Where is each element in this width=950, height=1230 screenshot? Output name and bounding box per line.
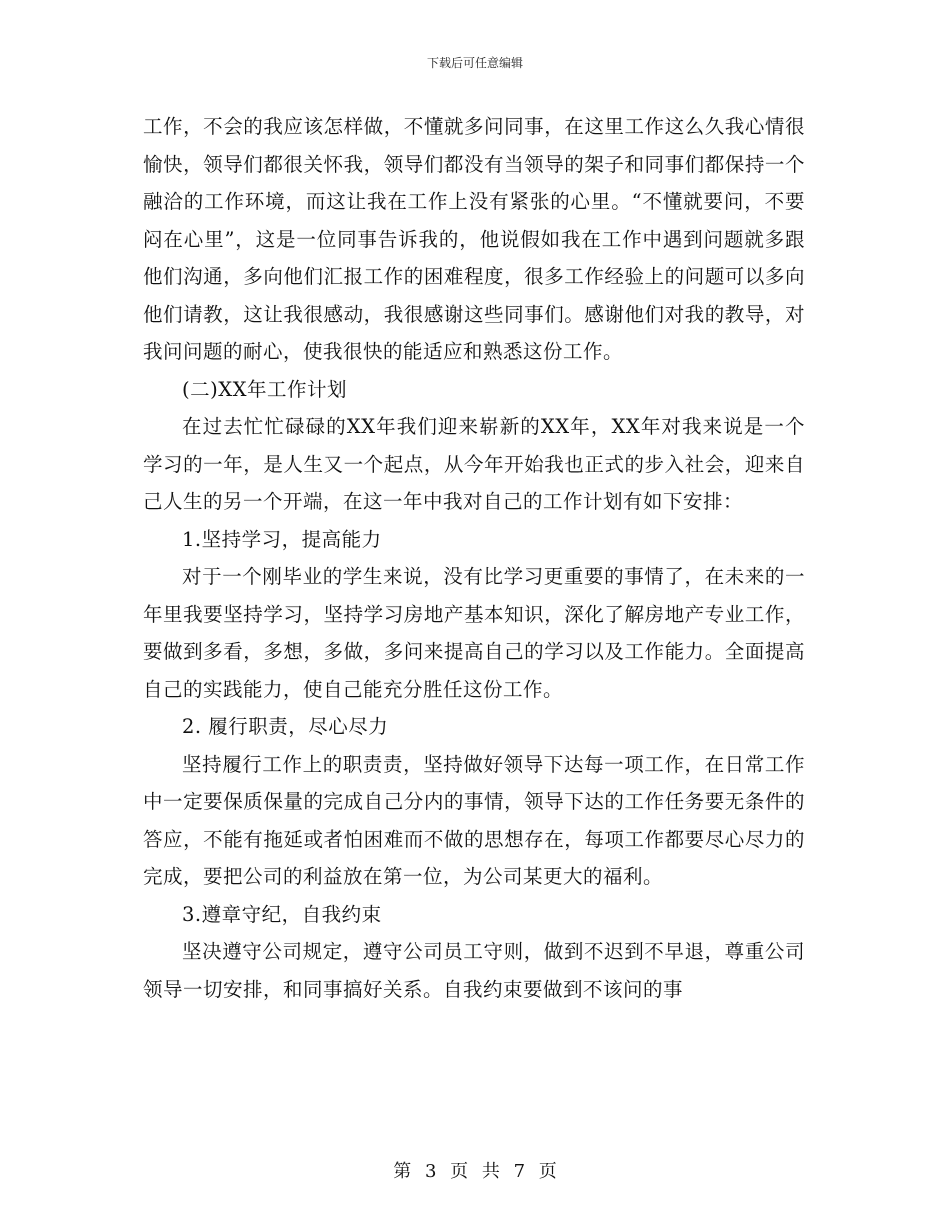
subsection-heading: 3.遵章守纪，自我约束: [182, 902, 382, 926]
footer-label-gong: 共: [481, 1161, 500, 1182]
subsection-heading: 2. 履行职责，尽心尽力: [182, 715, 389, 738]
page-number: 3: [424, 1161, 437, 1182]
footer-label-ye: 页: [450, 1161, 469, 1182]
total-pages: 7: [513, 1161, 526, 1182]
page-header: 下载后可任意编辑: [426, 56, 523, 70]
paragraph: 对于一个刚毕业的学生来说，没有比学习更重要的事情了，在未来的一年里我要坚持学习，坚持学习房地产基本知识，深化了解房地产专业工作，要做到多看，多想，多做，多问来提高自己的学习以及工作能力。全面提高自己的实践能力，使自己能充分胜任这份工作。: [143, 565, 805, 701]
footer-label-ye-2: 页: [538, 1161, 557, 1182]
paragraph: 坚持履行工作上的职责责，坚持做好领导下达每一项工作，在日常工作中一定要保质保量的完成自己分内的事情，领导下达的工作任务要无条件的答应，不能有拖延或者怕困难而不做的思想存在，每项工作都要尽心尽力的完成，要把公司的利益放在第一位，为公司某更大的福利。: [143, 752, 805, 888]
document-body: [143, 108, 805, 1008]
paragraph: 工作，不会的我应该怎样做，不懂就多问同事，在这里工作这么久我心情很愉快，领导们都很关怀我，领导们都没有当领导的架子和同事们都保持一个融洽的工作环境，而这让我在工作上没有紧张的心里。“不懂就要问，不要闷在心里”，这是一位同事告诉我的，他说假如我在工作中遇到问题就多跟他们沟通，多向他们汇报工作的困难程度，很多工作经验上的问题可以多向他们请教，这让我很感动，我很感谢这些同事们。感谢他们对我的教导，对我问问题的耐心，使我很快的能适应和熟悉这份工作。: [143, 115, 805, 363]
footer-label-di: 第: [393, 1161, 412, 1182]
paragraph: 在过去忙忙碌碌的XX年我们迎来崭新的XX年，XX年对我来说是一个学习的一年，是人生又一个起点，从今年开始我也正式的步入社会，迎来自己人生的另一个开端，在这一年中我对自己的工作计划有如下安排：: [143, 415, 805, 513]
subsection-heading: 1.坚持学习，提高能力: [182, 527, 382, 551]
page-footer: [0, 1157, 950, 1183]
section-heading: (二)XX年工作计划: [182, 377, 347, 401]
paragraph: 坚决遵守公司规定，遵守公司员工守则，做到不迟到不早退，尊重公司领导一切安排，和同事搞好关系。自我约束要做到不该问的事: [143, 940, 805, 1001]
